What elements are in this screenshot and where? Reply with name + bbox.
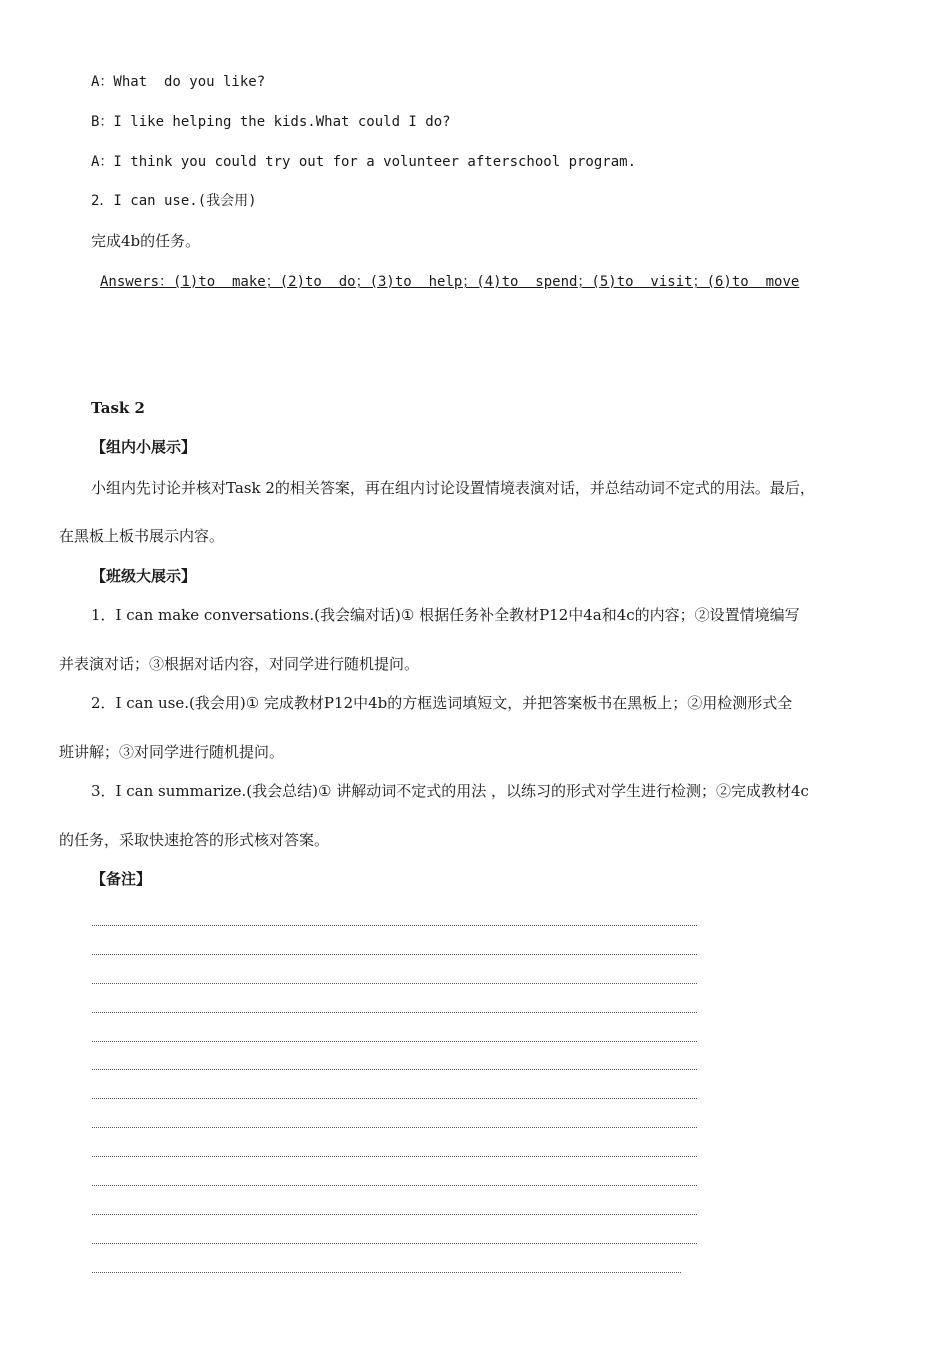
note-rule: [92, 1041, 697, 1042]
class-heading: 【班级大展示】: [91, 567, 197, 585]
task2-title: Task 2: [91, 399, 145, 417]
use-heading: 2．I can use.(我会用): [91, 193, 257, 209]
dialog-line-a1: A：What do you like?: [91, 74, 266, 90]
class-item1-line2: 并表演对话；③根据对话内容，对同学进行随机提问。: [59, 655, 420, 673]
class-item1-line1: 1．I can make conversations.(我会编对话)① 根据任务补全教材P12中4a和4c的内容；②设置情境编写: [91, 606, 800, 624]
class-item3-line1: 3．I can summarize.(我会总结)① 讲解动词不定式的用法 ，以练习的形式对学生进行检测；②完成教材4c: [91, 782, 809, 800]
note-rule: [92, 1069, 697, 1070]
note-rule: [92, 954, 697, 955]
note-rule: [92, 1185, 697, 1186]
group-text-line1: 小组内先讨论并核对Task 2的相关答案，再在组内讨论设置情境表演对话，并总结动词不定式的用法。最后，: [91, 479, 815, 497]
class-item3-line2: 的任务，采取快速抢答的形式核对答案。: [59, 831, 330, 849]
answers-line: Answers：(1)to make；(2)to do；(3)to help；(4)to spend；(5)to visit；(6)to move: [100, 274, 800, 290]
dialog-line-b: B：I like helping the kids.What could I do?: [91, 114, 451, 130]
note-rule: [92, 1243, 697, 1244]
dialog-line-a2: A：I think you could try out for a volunteer afterschool program.: [91, 154, 637, 170]
notes-heading: 【备注】: [91, 870, 152, 888]
class-item2-line2: 班讲解；③对同学进行随机提问。: [59, 743, 285, 761]
class-item2-line1: 2．I can use.(我会用)① 完成教材P12中4b的方框选词填短文，并把答案板书在黑板上；②用检测形式全: [91, 694, 793, 712]
note-rule: [92, 1214, 697, 1215]
note-rule: [92, 1012, 697, 1013]
note-rule: [92, 1156, 697, 1157]
use-task: 完成4b的任务。: [91, 232, 201, 250]
note-rule: [92, 1098, 697, 1099]
note-rule: [92, 1127, 697, 1128]
note-rule: [92, 983, 697, 984]
group-heading: 【组内小展示】: [91, 438, 197, 456]
note-rule: [92, 1272, 681, 1273]
group-text-line2: 在黑板上板书展示内容。: [59, 527, 225, 545]
note-rule: [92, 925, 697, 926]
